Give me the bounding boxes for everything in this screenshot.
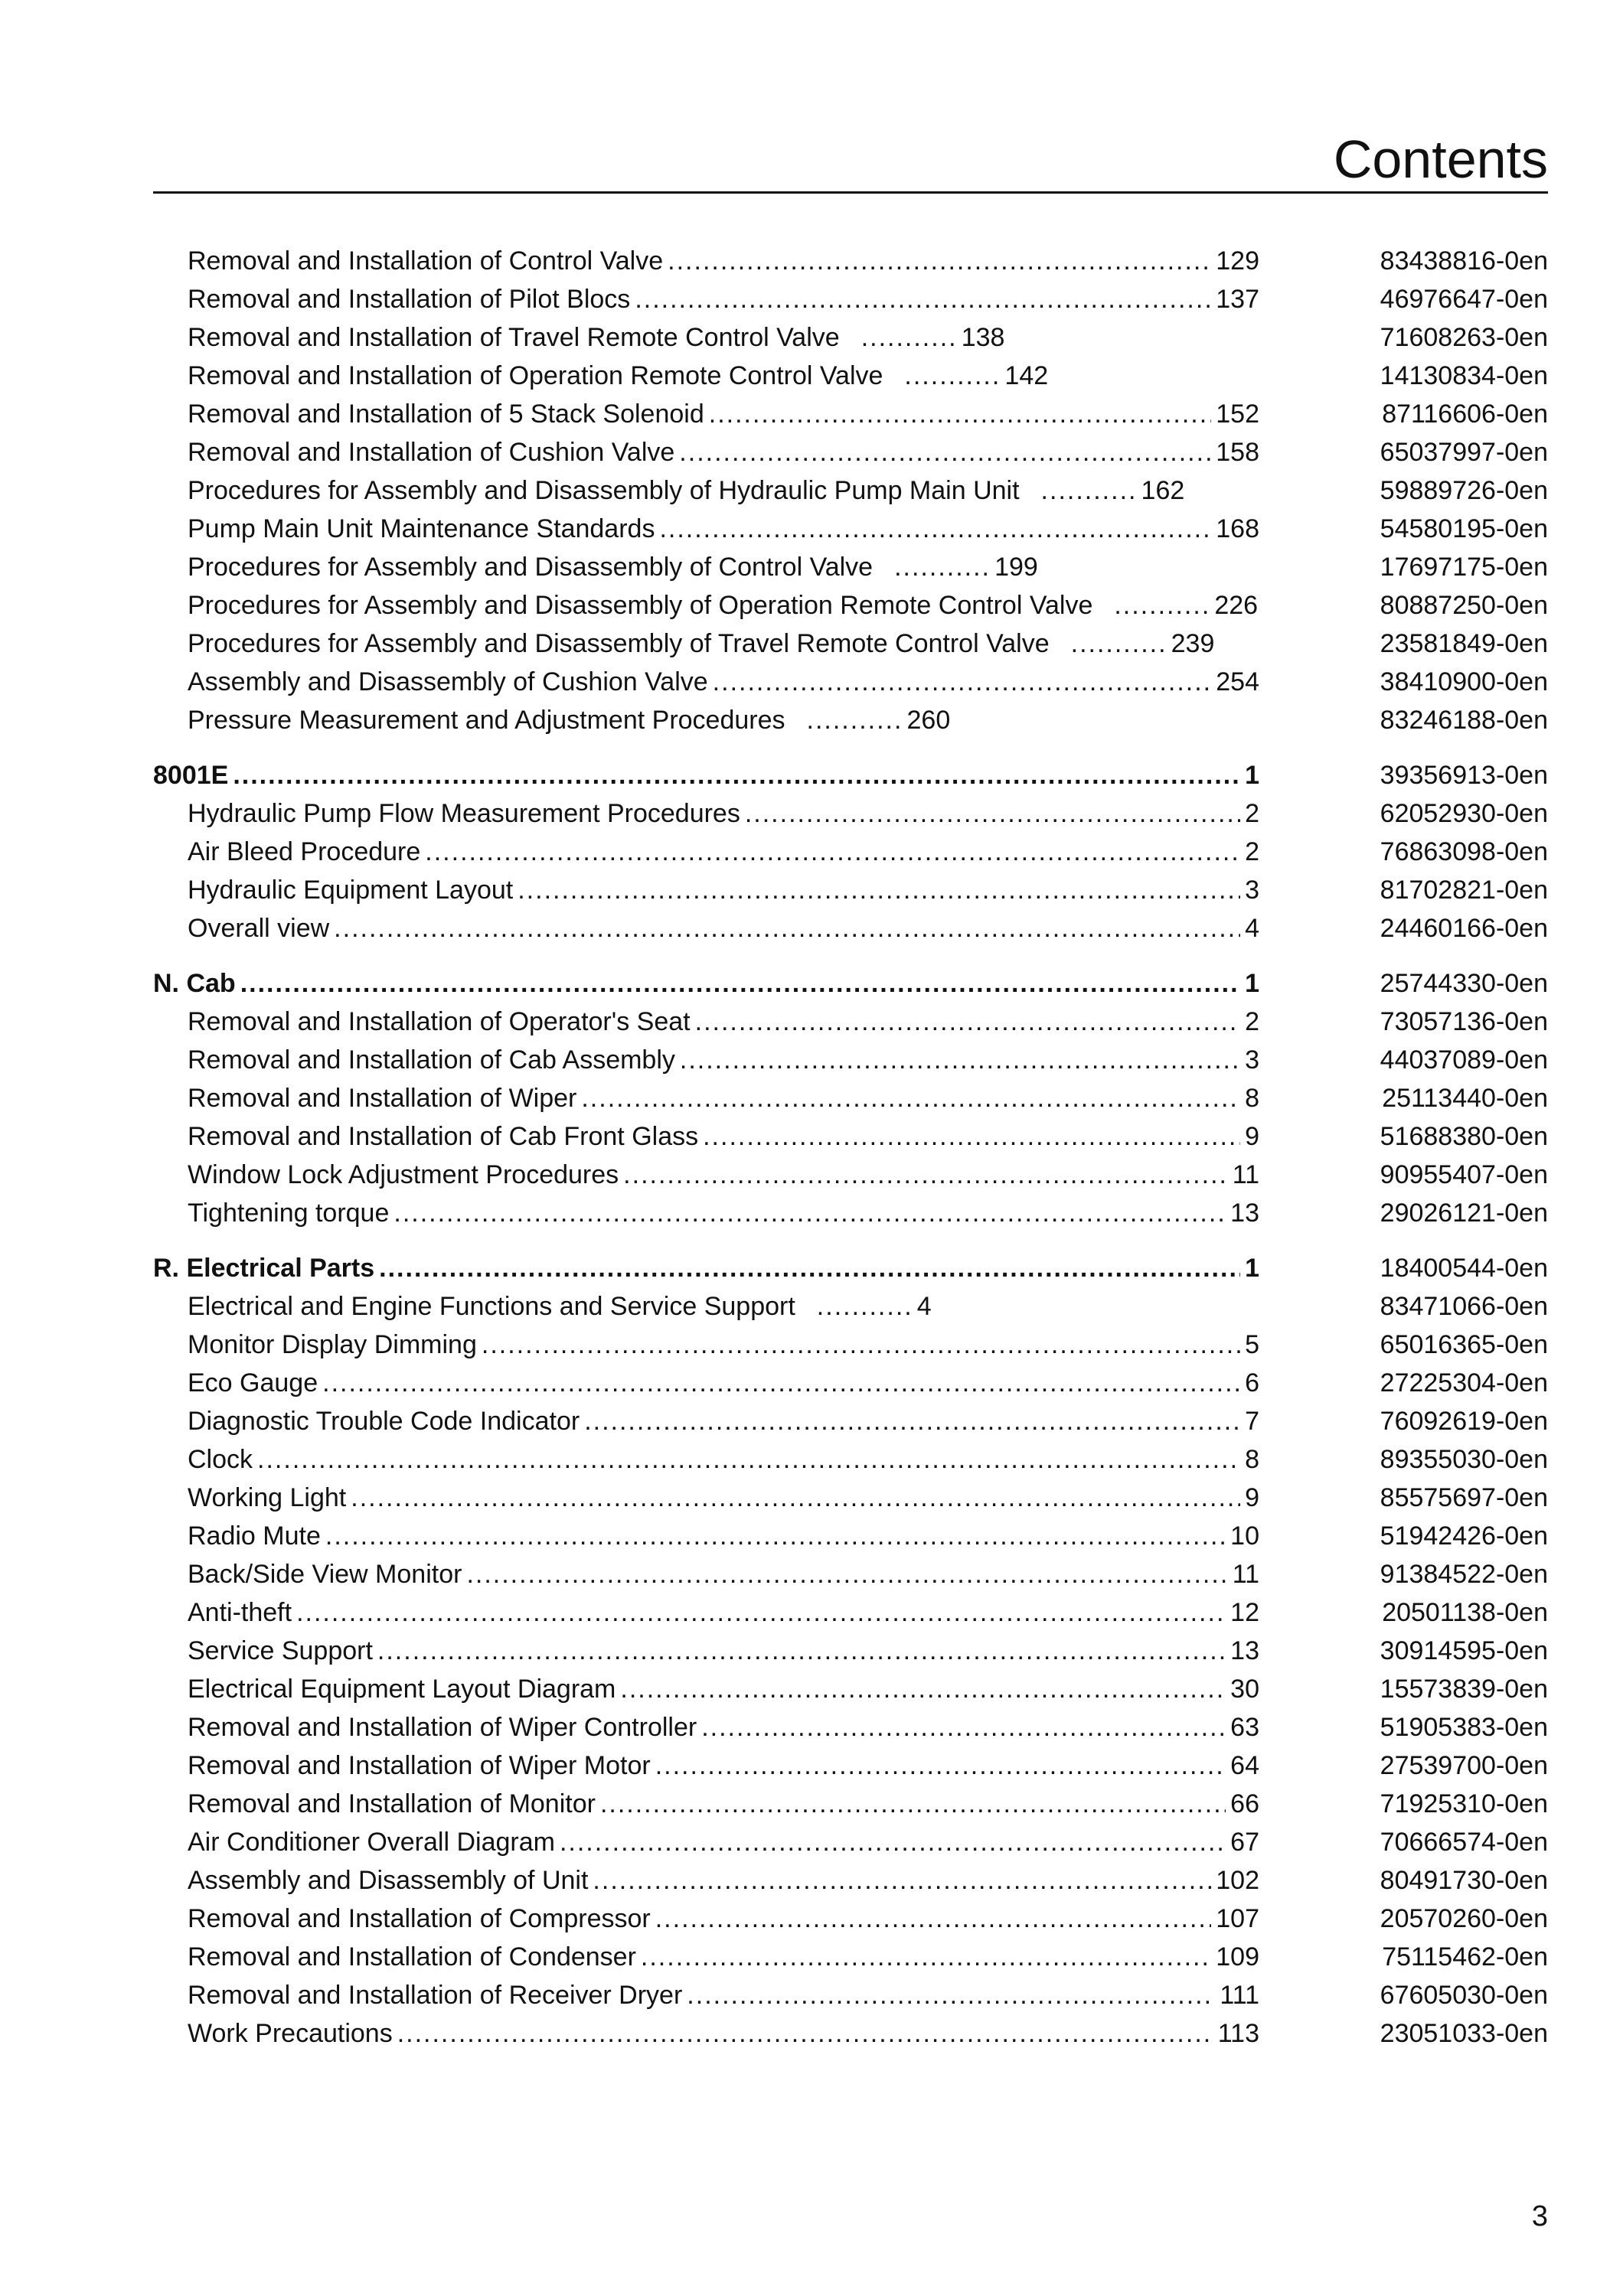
dot-leader: [379, 1252, 1240, 1284]
dot-leader: [668, 245, 1211, 277]
toc-document-id: 71608263-0en: [1380, 323, 1548, 352]
page-title: Contents: [1333, 129, 1548, 189]
toc-entry-row[interactable]: [153, 874, 1548, 906]
toc-entry-line: [188, 666, 1259, 698]
toc-entry-line: [188, 589, 1259, 621]
toc-page-number[interactable]: 1: [1245, 761, 1259, 790]
dot-leader: [518, 874, 1240, 906]
toc-entry-row[interactable]: [153, 628, 1548, 660]
toc-entry-title[interactable]: Back/Side View Monitor: [188, 1560, 462, 1589]
toc-entry-row[interactable]: [153, 513, 1548, 545]
toc-document-id: 27225304-0en: [1380, 1368, 1548, 1397]
toc-page-number[interactable]: 8: [1245, 1084, 1259, 1113]
dot-leader: [655, 1750, 1226, 1782]
toc-document-id: 81702821-0en: [1380, 876, 1548, 905]
toc-entry-line: [188, 1750, 1259, 1782]
toc-page-number[interactable]: 260: [906, 706, 951, 735]
toc-entry-title[interactable]: Removal and Installation of Travel Remote Control Valve: [188, 323, 840, 352]
toc-entry-line: [188, 1082, 1259, 1114]
toc-entry-line: [188, 874, 1259, 906]
toc-entry-title[interactable]: Removal and Installation of Wiper: [188, 1084, 577, 1113]
dot-leader: [620, 1673, 1226, 1705]
dot-leader: [635, 283, 1211, 315]
toc-entry-line: [188, 1290, 1259, 1322]
toc-entry-row[interactable]: [153, 1329, 1548, 1361]
toc-entry-line: [188, 1367, 1259, 1399]
toc-section-row[interactable]: [153, 759, 1548, 791]
toc-entry-row[interactable]: [153, 436, 1548, 468]
toc-document-id: 80491730-0en: [1380, 1866, 1548, 1895]
toc-entry-row[interactable]: [153, 398, 1548, 430]
toc-page-number[interactable]: 168: [1216, 514, 1259, 543]
toc-entry-row[interactable]: [153, 1006, 1548, 1038]
toc-document-id: 59889726-0en: [1380, 476, 1548, 505]
toc-page-number[interactable]: 254: [1216, 667, 1259, 696]
toc-entry-row[interactable]: [153, 321, 1548, 354]
toc-entry-line: [188, 1159, 1259, 1191]
toc-entry-title[interactable]: Removal and Installation of Receiver Dryer: [188, 1981, 683, 2010]
dot-leader: [560, 1826, 1226, 1858]
toc-entry-line: [188, 912, 1259, 944]
toc-document-id: 51905383-0en: [1380, 1713, 1548, 1742]
dot-leader: [257, 1443, 1240, 1476]
toc-document-id: 83246188-0en: [1380, 706, 1548, 735]
toc-entry-row[interactable]: [153, 912, 1548, 944]
toc-entry-title[interactable]: Air Conditioner Overall Diagram: [188, 1828, 555, 1857]
toc-entry-row[interactable]: [153, 1903, 1548, 1935]
toc-page-number[interactable]: 137: [1216, 285, 1259, 314]
page-number: 3: [1531, 2200, 1548, 2232]
dot-leader: [894, 551, 990, 583]
toc-entry-line: [188, 1826, 1259, 1858]
toc-entry-title[interactable]: Work Precautions: [188, 2019, 393, 2048]
toc-entry-title[interactable]: Monitor Display Dimming: [188, 1330, 477, 1359]
toc-document-id: 76092619-0en: [1380, 1407, 1548, 1436]
toc-entry-title[interactable]: Procedures for Assembly and Disassembly of Travel Remote Control Valve: [188, 629, 1050, 658]
toc-document-id: 83438816-0en: [1380, 246, 1548, 276]
toc-page-number[interactable]: 107: [1216, 1904, 1259, 1933]
toc-document-id: 38410900-0en: [1380, 667, 1548, 696]
toc-entry-title[interactable]: Window Lock Adjustment Procedures: [188, 1160, 619, 1189]
toc-page-number[interactable]: 13: [1230, 1199, 1259, 1228]
toc-page-number[interactable]: 1: [1245, 1254, 1259, 1283]
toc-document-id: 62052930-0en: [1380, 799, 1548, 828]
toc-entry-title[interactable]: Procedures for Assembly and Disassembly of Hydraulic Pump Main Unit: [188, 476, 1020, 505]
toc-entry-line: [188, 1329, 1259, 1361]
toc-document-id: 25113440-0en: [1382, 1084, 1548, 1113]
dot-leader: [296, 1596, 1226, 1629]
toc-entry-line: [188, 1197, 1259, 1229]
toc-document-id: 89355030-0en: [1380, 1445, 1548, 1474]
toc-entry-title[interactable]: Air Bleed Procedure: [188, 837, 421, 866]
toc-page-number[interactable]: 66: [1230, 1789, 1259, 1818]
toc-entry-title[interactable]: Service Support: [188, 1636, 373, 1665]
toc-document-id: 75115462-0en: [1382, 1942, 1548, 1971]
toc-document-id: 46976647-0en: [1380, 285, 1548, 314]
toc-document-id: 20570260-0en: [1380, 1904, 1548, 1933]
toc-entry-line: [153, 759, 1259, 791]
toc-entry-row[interactable]: [153, 1826, 1548, 1858]
dot-leader: [466, 1558, 1227, 1590]
toc-document-id: 20501138-0en: [1382, 1598, 1548, 1627]
dot-leader: [703, 1120, 1240, 1153]
toc-entry-row[interactable]: [153, 475, 1548, 507]
toc-page-number[interactable]: 239: [1171, 629, 1215, 658]
title-divider: [153, 191, 1548, 194]
toc-entry-line: [188, 1044, 1259, 1076]
toc-entry-line: [188, 1596, 1259, 1629]
toc-entry-title[interactable]: Assembly and Disassembly of Cushion Valve: [188, 667, 708, 696]
toc-entry-title[interactable]: Radio Mute: [188, 1521, 321, 1551]
dot-leader: [641, 1941, 1211, 1973]
dot-leader: [322, 1367, 1240, 1399]
toc-entry-title[interactable]: Assembly and Disassembly of Unit: [188, 1866, 589, 1895]
toc-document-id: 14130834-0en: [1380, 361, 1548, 390]
toc-section-row[interactable]: [153, 967, 1548, 1000]
toc-entry-row[interactable]: [153, 1520, 1548, 1552]
toc-page-number[interactable]: 2: [1245, 1007, 1259, 1036]
toc-entry-row[interactable]: [153, 797, 1548, 830]
dot-leader: [581, 1082, 1240, 1114]
toc-page-number[interactable]: 8: [1245, 1445, 1259, 1474]
toc-entry-line: [188, 436, 1259, 468]
toc-document-id: 29026121-0en: [1380, 1199, 1548, 1228]
toc-entry-row[interactable]: [153, 360, 1548, 392]
toc-entry-row[interactable]: [153, 1482, 1548, 1514]
toc-page-number[interactable]: 111: [1220, 1981, 1259, 2010]
toc-document-id: 65037997-0en: [1380, 438, 1548, 467]
toc-entry-title[interactable]: Electrical and Engine Functions and Service Support: [188, 1292, 795, 1321]
toc-document-id: 70666574-0en: [1380, 1828, 1548, 1857]
toc-entry-title[interactable]: Procedures for Assembly and Disassembly of Operation Remote Control Valve: [188, 591, 1093, 620]
toc-page-number[interactable]: 9: [1245, 1122, 1259, 1151]
toc-page-number[interactable]: 13: [1230, 1636, 1259, 1665]
toc-entry-row[interactable]: [153, 245, 1548, 277]
toc-entry-title[interactable]: Hydraulic Pump Flow Measurement Procedures: [188, 799, 740, 828]
dot-leader: [679, 436, 1211, 468]
toc-entry-row[interactable]: [153, 666, 1548, 698]
toc-entry-line: [188, 704, 1259, 736]
toc-entry-row[interactable]: [153, 1788, 1548, 1820]
toc-page-number[interactable]: 142: [1004, 361, 1049, 390]
toc-document-id: 91384522-0en: [1380, 1560, 1548, 1589]
toc-entry-title[interactable]: R. Electrical Parts: [153, 1254, 375, 1283]
toc-document-id: 51688380-0en: [1380, 1122, 1548, 1151]
dot-leader: [397, 2017, 1213, 2050]
toc-document-id: 23051033-0en: [1380, 2019, 1548, 2048]
toc-page-number[interactable]: 129: [1216, 246, 1259, 276]
toc-entry-line: [188, 475, 1259, 507]
toc-entry-line: [188, 1443, 1259, 1476]
toc-entry-line: [188, 360, 1259, 392]
toc-entry-row[interactable]: [153, 1864, 1548, 1896]
dot-leader: [394, 1197, 1226, 1229]
toc-entry-title[interactable]: Removal and Installation of Cab Assembly: [188, 1045, 675, 1075]
toc-page-number[interactable]: 11: [1232, 1160, 1259, 1189]
toc-document-id: 80887250-0en: [1380, 591, 1548, 620]
toc-document-id: 51942426-0en: [1380, 1521, 1548, 1551]
toc-entry-line: [188, 1120, 1259, 1153]
toc-page-number[interactable]: 113: [1217, 2019, 1259, 2048]
dot-leader: [680, 1044, 1240, 1076]
toc-page-number[interactable]: 64: [1230, 1751, 1259, 1780]
toc-entry-line: [188, 1711, 1259, 1743]
toc-entry-title[interactable]: Anti-theft: [188, 1598, 292, 1627]
toc-entry-title[interactable]: Removal and Installation of Compressor: [188, 1904, 651, 1933]
toc-entry-title[interactable]: Procedures for Assembly and Disassembly of Control Valve: [188, 553, 874, 582]
toc-entry-title[interactable]: Pump Main Unit Maintenance Standards: [188, 514, 655, 543]
toc-entry-line: [188, 797, 1259, 830]
toc-document-id: 90955407-0en: [1380, 1160, 1548, 1189]
toc-page-number[interactable]: 30: [1230, 1675, 1259, 1704]
toc-page-number[interactable]: 226: [1214, 591, 1259, 620]
toc-page-number[interactable]: 162: [1141, 476, 1185, 505]
toc-entry-line: [188, 398, 1259, 430]
toc-entry-title[interactable]: Removal and Installation of Monitor: [188, 1789, 596, 1818]
toc-entry-line: [188, 628, 1259, 660]
dot-leader: [1071, 628, 1167, 660]
toc-entry-line: [188, 1558, 1259, 1590]
toc-entry-line: [188, 836, 1259, 868]
toc-entry-line: [188, 1673, 1259, 1705]
toc-page-number[interactable]: 138: [961, 323, 1005, 352]
dot-leader: [695, 1006, 1240, 1038]
toc-page-number[interactable]: 2: [1245, 837, 1259, 866]
toc-entry-title[interactable]: Pressure Measurement and Adjustment Procedures: [188, 706, 785, 735]
toc-page-number[interactable]: 12: [1230, 1598, 1259, 1627]
toc-entry-title[interactable]: N. Cab: [153, 969, 236, 998]
toc-page-number[interactable]: 1: [1245, 969, 1259, 998]
toc-document-id: 24460166-0en: [1380, 914, 1548, 943]
toc-entry-row[interactable]: [153, 1979, 1548, 2011]
toc-entry-row[interactable]: [153, 836, 1548, 868]
dot-leader: [1114, 589, 1210, 621]
toc-entry-row[interactable]: [153, 551, 1548, 583]
table-of-contents: [153, 245, 1548, 2056]
toc-section-row[interactable]: [153, 1252, 1548, 1284]
dot-leader: [687, 1979, 1215, 2011]
toc-entry-title[interactable]: Removal and Installation of Cushion Valve: [188, 438, 675, 467]
toc-entry-line: [188, 1788, 1259, 1820]
dot-leader: [593, 1864, 1211, 1896]
dot-leader: [584, 1405, 1240, 1437]
toc-entry-line: [188, 283, 1259, 315]
toc-entry-line: [188, 1979, 1259, 2011]
toc-entry-row[interactable]: [153, 1596, 1548, 1629]
toc-page-number[interactable]: 152: [1216, 400, 1259, 429]
toc-entry-row[interactable]: [153, 1290, 1548, 1322]
toc-entry-line: [188, 1903, 1259, 1935]
toc-entry-line: [188, 1864, 1259, 1896]
toc-entry-title[interactable]: 8001E: [153, 761, 229, 790]
toc-page-number[interactable]: 67: [1230, 1828, 1259, 1857]
toc-entry-title[interactable]: Removal and Installation of Pilot Blocs: [188, 285, 631, 314]
dot-leader: [807, 704, 903, 736]
dot-leader: [817, 1290, 913, 1322]
toc-document-id: 25744330-0en: [1380, 969, 1548, 998]
dot-leader: [713, 666, 1212, 698]
dot-leader: [334, 912, 1240, 944]
toc-entry-line: [188, 321, 1259, 354]
toc-entry-line: [188, 1482, 1259, 1514]
toc-page-number[interactable]: 3: [1245, 1045, 1259, 1075]
dot-leader: [377, 1635, 1226, 1667]
dot-leader: [655, 1903, 1212, 1935]
toc-document-id: 83471066-0en: [1380, 1292, 1548, 1321]
toc-document-id: 27539700-0en: [1380, 1751, 1548, 1780]
toc-document-id: 71925310-0en: [1380, 1789, 1548, 1818]
dot-leader: [709, 398, 1212, 430]
toc-entry-title[interactable]: Working Light: [188, 1483, 347, 1512]
toc-document-id: 39356913-0en: [1380, 761, 1548, 790]
toc-document-id: 85575697-0en: [1380, 1483, 1548, 1512]
toc-document-id: 30914595-0en: [1380, 1636, 1548, 1665]
toc-entry-row[interactable]: [153, 1159, 1548, 1191]
toc-page-number[interactable]: 10: [1230, 1521, 1259, 1551]
toc-page-number[interactable]: 4: [1245, 914, 1259, 943]
toc-entry-title[interactable]: Removal and Installation of Control Valve: [188, 246, 664, 276]
toc-entry-line: [188, 551, 1259, 583]
toc-entry-title[interactable]: Diagnostic Trouble Code Indicator: [188, 1407, 580, 1436]
toc-document-id: 23581849-0en: [1380, 629, 1548, 658]
toc-page-number[interactable]: 9: [1245, 1483, 1259, 1512]
toc-document-id: 67605030-0en: [1380, 1981, 1548, 2010]
dot-leader: [904, 360, 1000, 392]
toc-document-id: 44037089-0en: [1380, 1045, 1548, 1075]
toc-entry-line: [188, 513, 1259, 545]
toc-page-number[interactable]: 102: [1216, 1866, 1259, 1895]
toc-page-number[interactable]: 63: [1230, 1713, 1259, 1742]
toc-entry-row[interactable]: [153, 1367, 1548, 1399]
toc-entry-title[interactable]: Removal and Installation of Condenser: [188, 1942, 636, 1971]
toc-entry-row[interactable]: [153, 1082, 1548, 1114]
toc-document-id: 65016365-0en: [1380, 1330, 1548, 1359]
dot-leader: [745, 797, 1240, 830]
toc-entry-row[interactable]: [153, 1673, 1548, 1705]
toc-entry-title[interactable]: Eco Gauge: [188, 1368, 318, 1397]
toc-entry-line: [188, 1405, 1259, 1437]
toc-entry-row[interactable]: [153, 1750, 1548, 1782]
toc-page-number[interactable]: 2: [1245, 799, 1259, 828]
dot-leader: [233, 759, 1240, 791]
dot-leader: [623, 1159, 1228, 1191]
toc-page-number[interactable]: 11: [1232, 1560, 1259, 1589]
toc-entry-row[interactable]: [153, 1405, 1548, 1437]
dot-leader: [701, 1711, 1226, 1743]
toc-entry-line: [153, 1252, 1259, 1284]
toc-document-id: 87116606-0en: [1382, 400, 1548, 429]
toc-entry-line: [188, 245, 1259, 277]
toc-entry-line: [188, 1635, 1259, 1667]
toc-page-number[interactable]: 7: [1245, 1407, 1259, 1436]
toc-page-number[interactable]: 158: [1216, 438, 1259, 467]
dot-leader: [659, 513, 1211, 545]
toc-page-number[interactable]: 199: [994, 553, 1038, 582]
toc-entry-title[interactable]: Hydraulic Equipment Layout: [188, 876, 514, 905]
toc-entry-row[interactable]: [153, 1120, 1548, 1153]
dot-leader: [351, 1482, 1240, 1514]
toc-document-id: 54580195-0en: [1380, 514, 1548, 543]
toc-entry-title[interactable]: Removal and Installation of Operation Remote Control Valve: [188, 361, 883, 390]
toc-entry-row[interactable]: [153, 1711, 1548, 1743]
toc-entry-line: [153, 967, 1259, 1000]
toc-entry-row[interactable]: [153, 1044, 1548, 1076]
toc-entry-row[interactable]: [153, 2017, 1548, 2050]
dot-leader: [482, 1329, 1240, 1361]
toc-page-number[interactable]: 109: [1216, 1942, 1259, 1971]
toc-entry-title[interactable]: Overall view: [188, 914, 330, 943]
toc-document-id: 15573839-0en: [1380, 1675, 1548, 1704]
dot-leader: [425, 836, 1240, 868]
toc-entry-title[interactable]: Removal and Installation of Wiper Motor: [188, 1751, 651, 1780]
toc-entry-row[interactable]: [153, 1197, 1548, 1229]
toc-page-number[interactable]: 3: [1245, 876, 1259, 905]
toc-entry-line: [188, 2017, 1259, 2050]
toc-entry-line: [188, 1941, 1259, 1973]
toc-entry-title[interactable]: Tightening torque: [188, 1199, 390, 1228]
toc-entry-row[interactable]: [153, 1443, 1548, 1476]
toc-entry-row[interactable]: [153, 589, 1548, 621]
toc-entry-title[interactable]: Removal and Installation of 5 Stack Solenoid: [188, 400, 704, 429]
toc-entry-row[interactable]: [153, 704, 1548, 736]
toc-entry-title[interactable]: Clock: [188, 1445, 253, 1474]
toc-entry-row[interactable]: [153, 1941, 1548, 1973]
toc-entry-title[interactable]: Removal and Installation of Cab Front Glass: [188, 1122, 699, 1151]
toc-entry-row[interactable]: [153, 283, 1548, 315]
toc-document-id: 18400544-0en: [1380, 1254, 1548, 1283]
toc-document-id: 73057136-0en: [1380, 1007, 1548, 1036]
toc-entry-line: [188, 1520, 1259, 1552]
toc-entry-line: [188, 1006, 1259, 1038]
dot-leader: [325, 1520, 1226, 1552]
dot-leader: [1041, 475, 1137, 507]
toc-entry-row[interactable]: [153, 1558, 1548, 1590]
toc-page-number[interactable]: 6: [1245, 1368, 1259, 1397]
dot-leader: [861, 321, 957, 354]
toc-page-number[interactable]: 5: [1245, 1330, 1259, 1359]
toc-entry-title[interactable]: Electrical Equipment Layout Diagram: [188, 1675, 616, 1704]
toc-page-number[interactable]: 4: [916, 1292, 932, 1321]
dot-leader: [600, 1788, 1226, 1820]
toc-document-id: 76863098-0en: [1380, 837, 1548, 866]
dot-leader: [240, 967, 1240, 1000]
toc-document-id: 17697175-0en: [1380, 553, 1548, 582]
toc-entry-title[interactable]: Removal and Installation of Operator's Seat: [188, 1007, 691, 1036]
toc-entry-row[interactable]: [153, 1635, 1548, 1667]
toc-entry-title[interactable]: Removal and Installation of Wiper Controller: [188, 1713, 697, 1742]
